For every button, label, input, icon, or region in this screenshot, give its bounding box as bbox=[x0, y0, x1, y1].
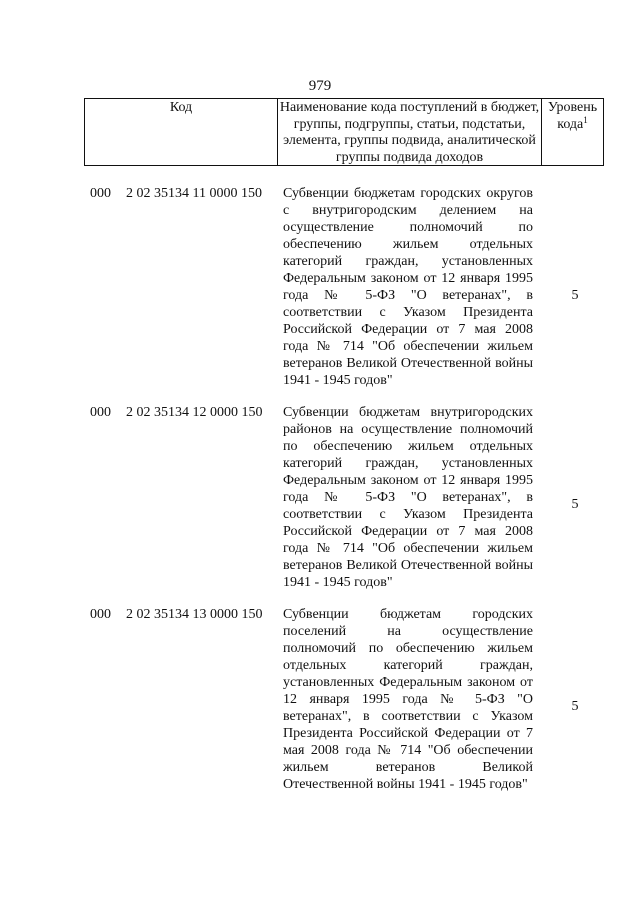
table-header bbox=[84, 98, 604, 166]
row-income-code: 2 02 35134 11 0000 150 bbox=[126, 186, 262, 201]
row-income-code: 2 02 35134 12 0000 150 bbox=[126, 405, 263, 420]
header-name: Наименование кода поступлений в бюджет, группы, подгруппы, статьи, подстатьи, элемента, группы подвида, аналитической группы подвида доходов bbox=[278, 99, 542, 165]
row-level: 5 bbox=[571, 288, 579, 303]
header-level bbox=[542, 99, 603, 165]
row-description: Субвенции бюджетам внутригородских районов на осуществление полномочий по обеспечению жильем отдельных категорий граждан, установленных Федеральным законом от 12 января 1995 года № 5-ФЗ "О ветеранах", в соответствии с Указом Президента Российской Федерации от 7 мая 2008 года № 714 "Об обеспечении жильем ветеранов Великой Отечественной войны 1941 - 1945 годов" bbox=[283, 405, 533, 590]
row-admin-code: 000 bbox=[90, 405, 111, 420]
row-income-code: 2 02 35134 13 0000 150 bbox=[126, 607, 263, 622]
row-admin-code: 000 bbox=[90, 186, 111, 201]
header-code: Код bbox=[85, 99, 278, 165]
header-level-label: Уровень кода bbox=[547, 100, 598, 132]
footnote-marker: 1 bbox=[583, 114, 588, 125]
page-number: 979 bbox=[308, 78, 332, 94]
row-description: Субвенции бюджетам городских поселений на осуществление полномочий по обеспечению жильем отдельных категорий граждан, установленных Федеральным законом от 12 января 1995 года № 5-ФЗ "О ветеранах", в соответствии с Указом Президента Российской Федерации от 7 мая 2008 года № 714 "Об обеспечении жильем ветеранов Великой Отечественной войны 1941 - 1945 годов" bbox=[283, 607, 533, 792]
row-level: 5 bbox=[571, 497, 579, 512]
row-level: 5 bbox=[571, 699, 579, 714]
row-description: Субвенции бюджетам городских округов с внутригородским делением на осуществление полномочий по обеспечению жильем отдельных категорий граждан, установленных Федеральным законом от 12 января 1995 года № 5-ФЗ "О ветеранах", в соответствии с Указом Президента Российской Федерации от 7 мая 2008 года № 714 "Об обеспечении жильем ветеранов Великой Отечественной войны 1941 - 1945 годов" bbox=[283, 186, 533, 388]
row-admin-code: 000 bbox=[90, 607, 111, 622]
